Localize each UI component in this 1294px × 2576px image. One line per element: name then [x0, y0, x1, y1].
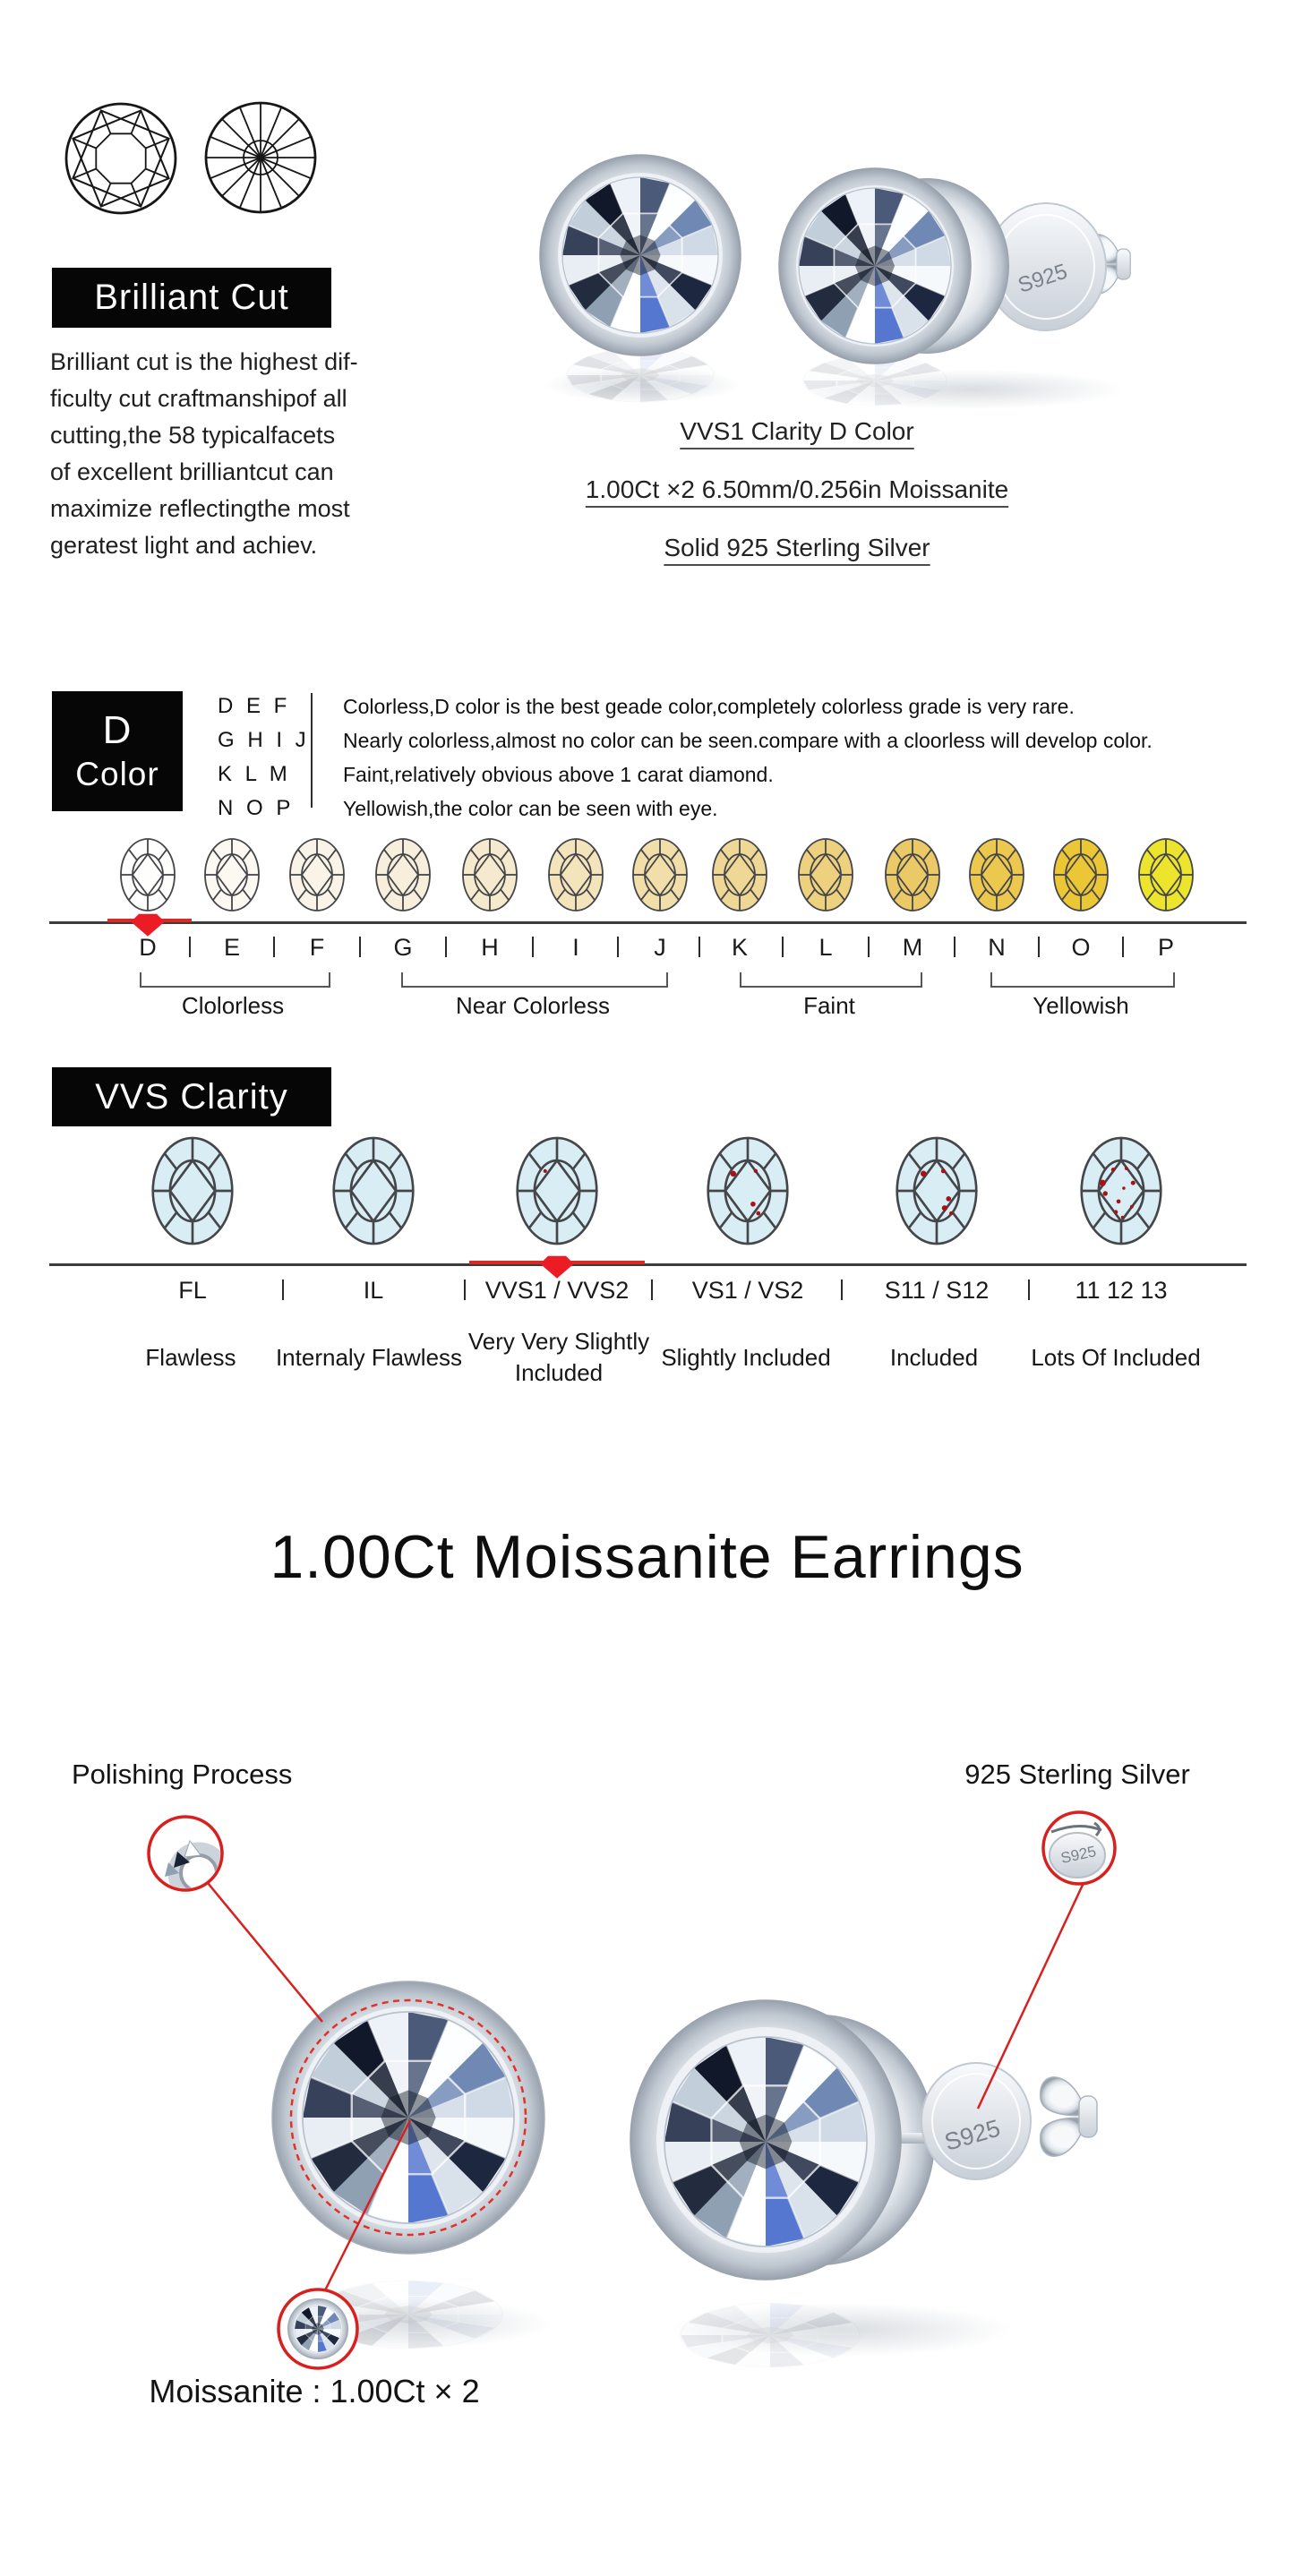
- scale-separator: |: [865, 933, 872, 958]
- s925-stamp-text: S925: [1015, 259, 1071, 298]
- clarity-grade-label: S11 / S12: [884, 1277, 990, 1304]
- brilliant-cut-diagram-icon: [49, 85, 327, 233]
- grade-description: Faint,relatively obvious above 1 carat diamond.: [343, 763, 774, 786]
- paragraph-line: ficulty cut craftmanshipof all: [50, 385, 347, 412]
- clarity-grade-label: 11 12 13: [1075, 1277, 1168, 1304]
- d-color-header-line2: Color: [75, 756, 159, 792]
- paragraph-line: geratest light and achiev.: [50, 532, 318, 559]
- grade-group: K L M: [218, 762, 291, 786]
- color-swatch-gem: [461, 837, 518, 912]
- summary-line-2: 1.00Ct ×2 6.50mm/0.256in Moissanite: [585, 475, 1009, 503]
- sterling-silver-label: 925 Sterling Silver: [964, 1759, 1190, 1790]
- color-swatch-gem: [547, 837, 604, 912]
- color-grade-letter: I: [572, 934, 579, 961]
- s925-stamp-text: S925: [1058, 1843, 1098, 1867]
- color-swatch-gem: [203, 837, 261, 912]
- clarity-swatch-gem: [894, 1135, 980, 1246]
- scale-separator: |: [186, 933, 193, 958]
- scale-separator: |: [951, 933, 958, 958]
- clarity-scale-line: [49, 1263, 1247, 1266]
- color-grade-letter: G: [393, 934, 413, 961]
- page-title: 1.00Ct Moissanite Earrings: [270, 1523, 1024, 1591]
- group-bracket: [990, 972, 1175, 988]
- scale-separator: |: [696, 933, 703, 958]
- polishing-magnifier-icon: [149, 1817, 224, 1898]
- group-bracket: [740, 972, 922, 988]
- polishing-process-label: Polishing Process: [72, 1759, 293, 1790]
- color-swatch-gem: [1137, 837, 1195, 912]
- color-swatch-gem: [797, 837, 854, 912]
- clarity-swatch-gem: [330, 1135, 416, 1246]
- color-grade-letter: O: [1071, 934, 1091, 961]
- color-swatch-gem: [884, 837, 941, 912]
- color-swatch-gem: [374, 837, 432, 912]
- scale-separator: |: [648, 1276, 656, 1301]
- grade-description: Yellowish,the color can be seen with eye.: [343, 797, 718, 820]
- grade-group: N O P: [218, 796, 295, 820]
- grade-group: G H I J: [218, 728, 310, 752]
- scale-separator: |: [1025, 1276, 1033, 1301]
- clarity-swatch-gem: [1078, 1135, 1164, 1246]
- clarity-description: Internaly Flawless: [275, 1343, 463, 1371]
- scale-separator: |: [461, 1276, 468, 1301]
- color-grade-letter: D: [139, 934, 157, 961]
- summary-line-1: VVS1 Clarity D Color: [680, 417, 914, 445]
- color-swatch-gem: [119, 837, 176, 912]
- color-grade-letter: H: [481, 934, 499, 961]
- scale-separator: |: [270, 933, 278, 958]
- moissanite-caption: Moissanite : 1.00Ct × 2: [149, 2373, 480, 2409]
- paragraph-line: maximize reflectingthe most: [50, 495, 350, 522]
- color-grade-letter: P: [1157, 934, 1175, 961]
- color-swatch-gem: [968, 837, 1025, 912]
- color-grade-letter: E: [223, 934, 241, 961]
- brilliant-cut-header-label: Brilliant Cut: [94, 278, 289, 317]
- clarity-swatch-gem: [514, 1135, 600, 1246]
- scale-separator: |: [614, 933, 621, 958]
- color-grade-letter: K: [731, 934, 749, 961]
- moissanite-magnifier-icon: [279, 2289, 357, 2368]
- clarity-description: Included: [889, 1343, 979, 1371]
- color-grade-descriptions: [343, 689, 1153, 826]
- scale-separator: |: [356, 933, 364, 958]
- clarity-grade-label: FL: [178, 1277, 207, 1304]
- earrings-photo-top: [484, 76, 1191, 430]
- earrings-photo-bottom: [54, 1737, 1245, 2453]
- color-grade-letter: M: [902, 934, 923, 961]
- color-grade-groups: [218, 689, 310, 826]
- earring-clutch: [1041, 2077, 1097, 2156]
- summary-line-3: Solid 925 Sterling Silver: [664, 534, 930, 561]
- scale-separator: |: [279, 1276, 287, 1301]
- scale-separator: |: [779, 933, 786, 958]
- color-grade-letter: J: [654, 934, 666, 961]
- clarity-grade-label: IL: [363, 1277, 384, 1304]
- group-bracket: [401, 972, 668, 988]
- clarity-description: Lots Of Included: [1031, 1343, 1201, 1371]
- scale-separator: |: [1035, 933, 1042, 958]
- paragraph-line: of excellent brilliantcut can: [50, 458, 334, 485]
- scale-separator: |: [1119, 933, 1127, 958]
- color-swatch-gem: [711, 837, 768, 912]
- clarity-description: Slightly Included: [661, 1343, 831, 1371]
- group-bracket: [140, 972, 330, 988]
- vvs-clarity-header: [52, 1067, 331, 1126]
- color-grade-letter: N: [988, 934, 1006, 961]
- s925-stamp-text: S925: [941, 2114, 1004, 2156]
- scale-separator: |: [442, 933, 450, 958]
- color-swatch-gem: [288, 837, 346, 912]
- d-color-header-line1: D: [102, 708, 133, 752]
- scale-separator: |: [838, 1276, 845, 1301]
- paragraph-line: cutting,the 58 typicalfacets: [50, 422, 336, 449]
- color-group-label: Faint: [803, 992, 855, 1019]
- clarity-grade-label: VVS1 / VVS2: [484, 1277, 630, 1304]
- brilliant-cut-paragraph: [50, 344, 373, 564]
- grade-description: Colorless,D color is the best geade color,completely colorless grade is very rare.: [343, 695, 1075, 718]
- silver-stamp-magnifier-icon: [1043, 1812, 1115, 1884]
- color-swatch-gem: [631, 837, 689, 912]
- vvs-clarity-header-label: VVS Clarity: [95, 1076, 288, 1117]
- clarity-description: Very Very Slightly Included: [467, 1328, 650, 1386]
- scale-separator: |: [529, 933, 536, 958]
- color-group-label: Near Colorless: [456, 992, 610, 1019]
- color-group-label: Yellowish: [1033, 992, 1129, 1019]
- color-group-label: Clolorless: [181, 992, 285, 1019]
- grade-description: Nearly colorless,almost no color can be seen.compare with a cloorless will develop color.: [343, 729, 1153, 752]
- brilliant-cut-header: [52, 268, 331, 328]
- paragraph-line: Brilliant cut is the highest dif-: [50, 348, 358, 375]
- color-grade-letter: L: [818, 934, 833, 961]
- grade-group: D E F: [218, 694, 291, 718]
- color-swatch-gem: [1052, 837, 1110, 912]
- clarity-swatch-gem: [150, 1135, 236, 1246]
- color-grade-letter: F: [309, 934, 325, 961]
- clarity-swatch-gem: [705, 1135, 791, 1246]
- divider: [311, 693, 313, 808]
- d-color-header: [52, 691, 183, 811]
- color-scale-line: [49, 921, 1247, 924]
- clarity-description: Flawless: [145, 1343, 236, 1371]
- clarity-grade-label: VS1 / VS2: [691, 1277, 804, 1304]
